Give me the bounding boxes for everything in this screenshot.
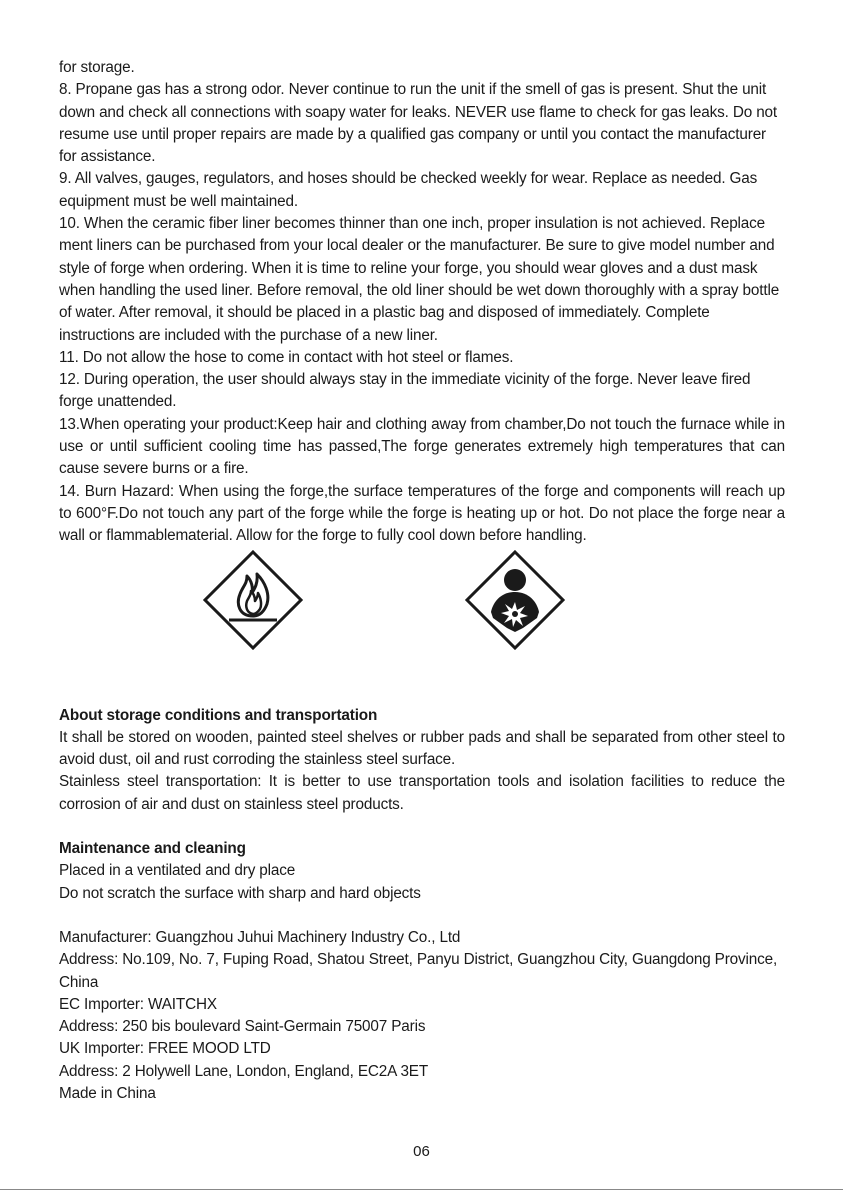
safety-item-14: 14. Burn Hazard: When using the forge,the surface temperatures of the forge and components will reach up to 600°F.Do not touch any part of the forge while the forge is heating up or hot. Do not place the forge near a wall or flammablematerial. Allow for the forge to fully cool down before handling. — [59, 482, 785, 545]
safety-item-10: 10. When the ceramic fiber liner becomes thinner than one inch, proper insulation is not achieved. Replace ment liners can be purchased from your local dealer or the manufacturer. Be sure to give model number and style of forge when ordering. When it is time to reline your forge, you should wear gloves and a dust mask when handling the used liner. Before removal, the old liner should be wet down thoroughly with a spray bottle of water. After removal, it should be placed in a plastic bag and disposed of immediately. Complete instructions are included with the purchase of a new liner. — [59, 215, 780, 344]
page-number: 06 — [413, 1143, 430, 1160]
maintenance-line-1: Placed in a ventilated and dry place — [59, 862, 296, 880]
spacer — [59, 905, 785, 927]
maintenance-heading: Maintenance and cleaning — [59, 840, 246, 858]
ec-importer-line: EC Importer: WAITCHX — [59, 995, 217, 1013]
safety-item-9: 9. All valves, gauges, regulators, and hoses should be checked weekly for wear. Replace as needed. Gas equipment must be well maintained. — [59, 170, 758, 210]
manufacturer-address: Address: No.109, No. 7, Fuping Road, Shatou Street, Panyu District, Guangzhou City, Guangdong Province, China — [59, 951, 778, 991]
ec-importer-address: Address: 250 bis boulevard Saint-Germain 75007 Paris — [59, 1018, 426, 1036]
page-bottom-rule — [0, 1189, 843, 1190]
safety-item-13: 13.When operating your product:Keep hair and clothing away from chamber,Do not touch the furnace while in use or until sufficient cooling time has passed,The forge generates extremely high temperatures that can cause severe burns or a fire. — [59, 415, 785, 478]
health-hazard-icon — [465, 550, 565, 650]
manual-page-content — [59, 57, 785, 1105]
safety-item-12: 12. During operation, the user should always stay in the immediate vicinity of the forge. Never leave fired forge unattended. — [59, 371, 751, 411]
storage-paragraph: It shall be stored on wooden, painted steel shelves or rubber pads and shall be separated from other steel to avoid dust, oil and rust corroding the stainless steel surface. — [59, 728, 785, 769]
flammable-hazard-icon — [203, 550, 303, 650]
maintenance-line-2: Do not scratch the surface with sharp and hard objects — [59, 884, 421, 902]
manufacturer-line: Manufacturer: Guangzhou Juhui Machinery Industry Co., Ltd — [59, 928, 461, 946]
safety-item-continued: for storage. — [59, 59, 135, 76]
hazard-pictograms — [59, 550, 785, 705]
transport-paragraph: Stainless steel transportation: It is better to use transportation tools and isolation facilities to reduce the corrosion of air and dust on stainless steel products. — [59, 773, 785, 813]
safety-item-8: 8. Propane gas has a strong odor. Never continue to run the unit if the smell of gas is present. Shut the unit down and check all connections with soapy water for leaks. NEVER use flame to check for gas leaks. Do not resume use until proper repairs are made by a qualified gas company or until you contact the manufacturer for assistance. — [59, 81, 778, 166]
safety-item-11: 11. Do not allow the hose to come in contact with hot steel or flames. — [59, 348, 514, 366]
uk-importer-address: Address: 2 Holywell Lane, London, England, EC2A 3ET — [59, 1062, 429, 1080]
storage-heading: About storage conditions and transportation — [59, 706, 378, 724]
spacer — [59, 816, 785, 838]
country-of-origin: Made in China — [59, 1084, 156, 1102]
uk-importer-line: UK Importer: FREE MOOD LTD — [59, 1040, 271, 1058]
